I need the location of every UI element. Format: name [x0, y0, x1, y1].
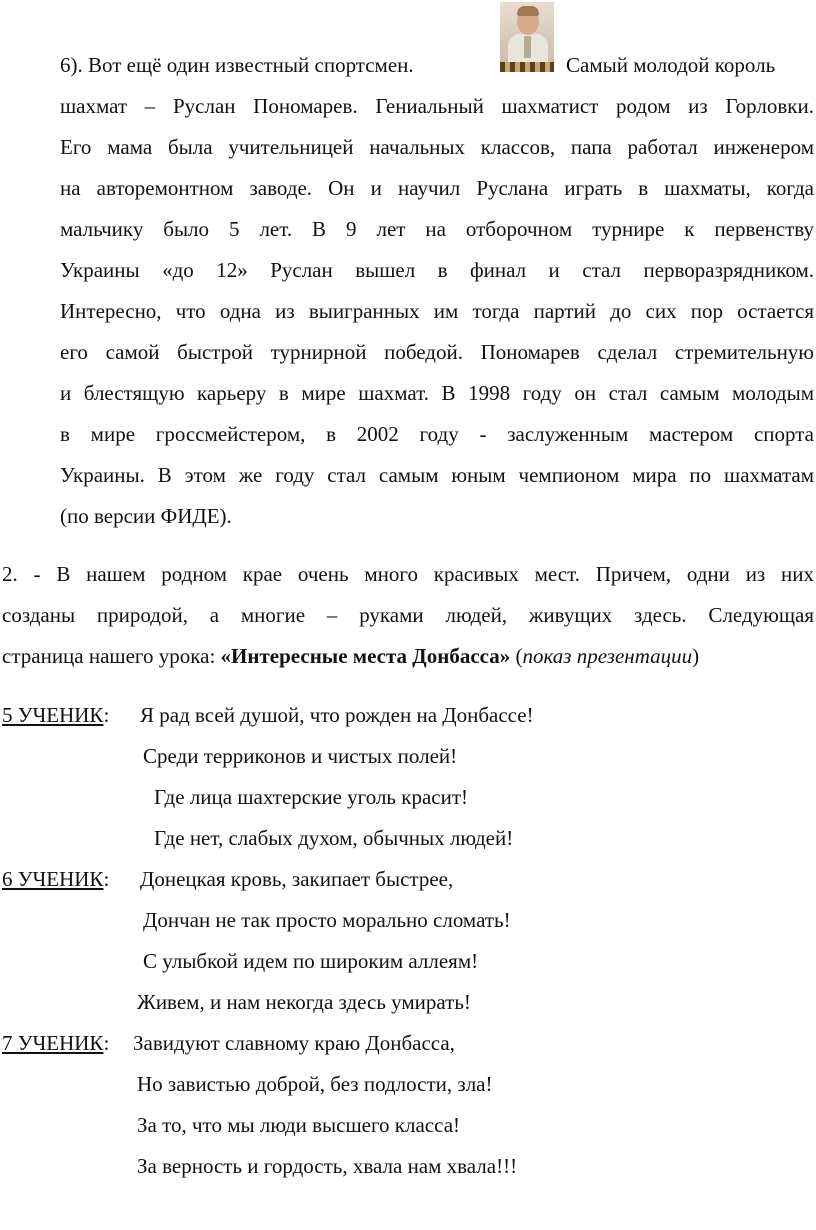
- paren-open: (: [510, 644, 523, 668]
- paragraph6-line: его самой быстрой турнирной победой. Пономарев сделал стремительную: [60, 340, 814, 364]
- student5-label: 5 УЧЕНИК: [2, 703, 104, 727]
- paragraph6-line: шахмат – Руслан Пономарев. Гениальный шахматист родом из Горловки.: [60, 94, 814, 118]
- student7-label: 7 УЧЕНИК: [2, 1031, 104, 1055]
- paragraph6-last-line: (по версии ФИДЕ).: [60, 504, 232, 528]
- paragraph6-line: Украины. В этом же году стал самым юным чемпионом мира по шахматам: [60, 463, 814, 487]
- student5-verse-line: Где лица шахтерские уголь красит!: [154, 785, 469, 809]
- student6-verse-line: Дончан не так просто морально сломать!: [143, 908, 511, 932]
- student5-verse-line: Где нет, слабых духом, обычных людей!: [154, 826, 514, 850]
- student7-verse-line: Но завистью доброй, без подлости, зла!: [137, 1072, 493, 1096]
- student7-verse-line: Завидуют славному краю Донбасса,: [133, 1031, 455, 1055]
- paragraph2-line3-prefix: страница нашего урока:: [2, 644, 221, 668]
- paragraph6-line1-start: 6). Вот ещё один известный спортсмен.: [60, 53, 414, 77]
- paragraph6-line: и блестящую карьеру в мире шахмат. В 1998 году он стал самым молодым: [60, 381, 814, 405]
- paragraph6-line: Украины «до 12» Руслан вышел в финал и стал перворазрядником.: [60, 258, 814, 282]
- student6-verse-line: Донецкая кровь, закипает быстрее,: [140, 867, 454, 891]
- portrait-photo-icon: [500, 2, 554, 72]
- student6-label: 6 УЧЕНИК: [2, 867, 104, 891]
- student7-sep: :: [103, 1031, 110, 1055]
- student7-label-line: [2, 1030, 109, 1056]
- student5-sep: :: [103, 703, 110, 727]
- paragraph6-line: Его мама была учительницей начальных классов, папа работал инженером: [60, 135, 814, 159]
- paragraph2-line2: созданы природой, а многие – руками людей, живущих здесь. Следующая: [2, 603, 814, 627]
- paragraph2-line1: 2. - В нашем родном крае очень много красивых мест. Причем, одни из них: [2, 562, 814, 586]
- student6-verse-line: Живем, и нам некогда здесь умирать!: [137, 990, 471, 1014]
- section-title: «Интересные места Донбасса»: [220, 644, 511, 668]
- student6-label-line: [2, 866, 109, 892]
- paragraph2-line3: [2, 643, 699, 669]
- student5-verse-line: Среди терриконов и чистых полей!: [143, 744, 458, 768]
- paragraph6-line: Интересно, что одна из выигранных им тогда партий до сих пор остается: [60, 299, 814, 323]
- student5-verse-line: Я рад всей душой, что рожден на Донбассе!: [140, 703, 534, 727]
- student6-verse-line: С улыбкой идем по широким аллеям!: [143, 949, 479, 973]
- student7-verse-line: За то, что мы люди высшего класса!: [137, 1113, 461, 1137]
- paren-close: ): [692, 644, 700, 668]
- paragraph6-line: на авторемонтном заводе. Он и научил Руслана играть в шахматы, когда: [60, 176, 814, 200]
- student7-verse-line: За верность и гордость, хвала нам хвала!!!: [137, 1154, 518, 1178]
- paragraph6-line: мальчику было 5 лет. В 9 лет на отборочном турнире к первенству: [60, 217, 814, 241]
- student6-sep: :: [103, 867, 110, 891]
- student5-label-line: [2, 702, 109, 728]
- presentation-note: показ презентации: [522, 644, 693, 668]
- paragraph6-line: в мире гроссмейстером, в 2002 году - заслуженным мастером спорта: [60, 422, 814, 446]
- paragraph6-line1-end: Самый молодой король: [566, 53, 776, 77]
